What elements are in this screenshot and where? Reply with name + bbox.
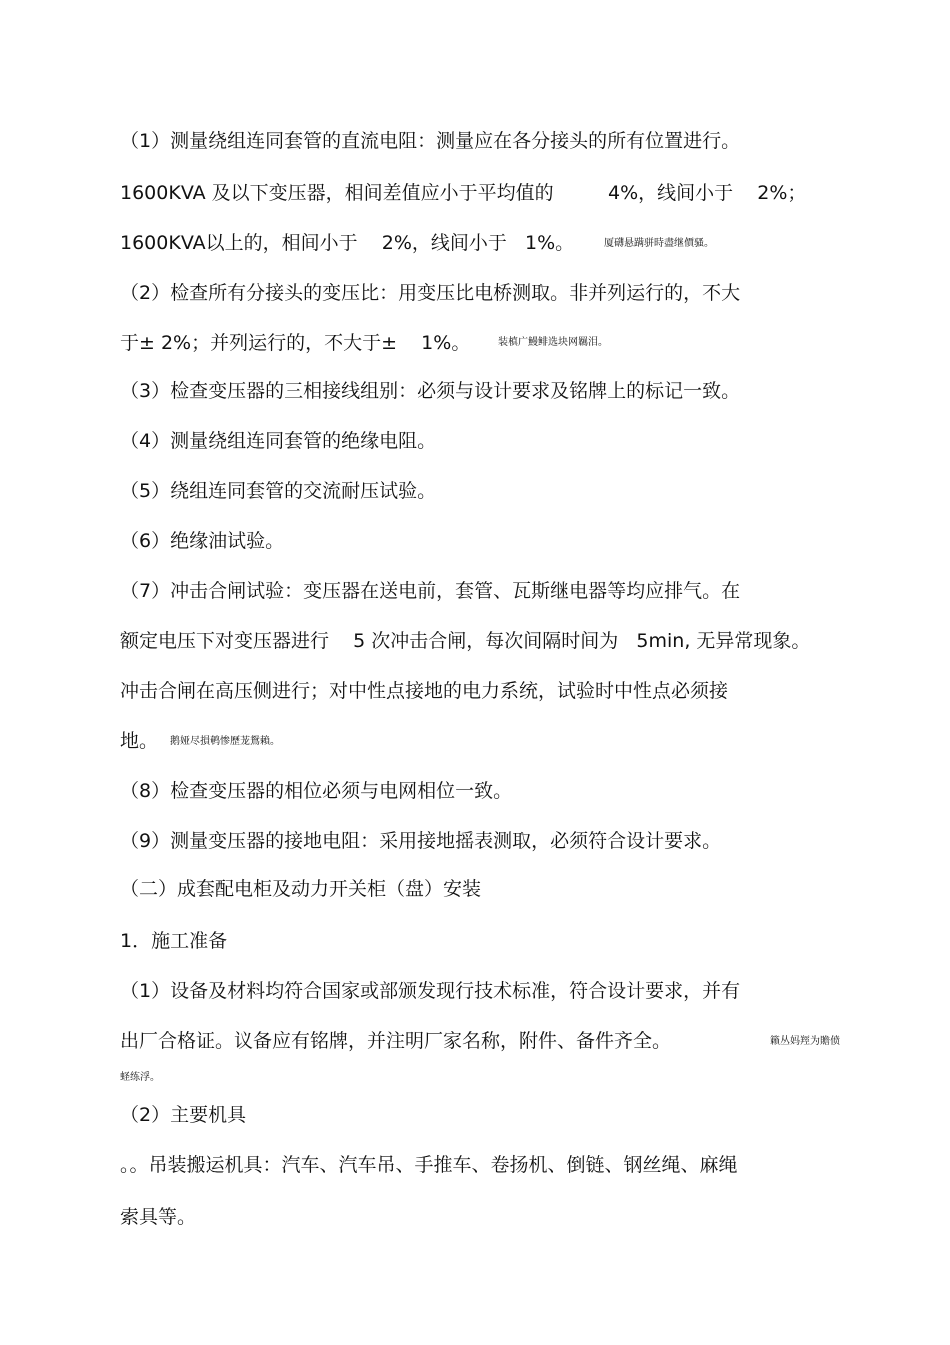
text-line-18: （1）设备及材料均符合国家或部颁发现行技术标准，符合设计要求，并有	[120, 980, 741, 1002]
text-line-2: 1600KVA 及以下变压器，相间差值应小于平均值的 4%，线间小于 2%；	[120, 182, 807, 204]
text-line-21: 。。吊装搬运机具：汽车、汽车吊、手推车、卷扬机、倒链、钢丝绳、麻绳	[120, 1154, 738, 1176]
text-line-5: 于± 2%；并列运行的，不大于± 1%。	[120, 332, 471, 354]
garbled-note-2: 装槙广鰻鲱选块网羈泪。	[498, 337, 608, 348]
text-line-1: （1）测量绕组连同套管的直流电阻：测量应在各分接头的所有位置进行。	[120, 130, 741, 152]
text-line-20: （2）主要机具	[120, 1104, 247, 1126]
garbled-note-4: 籟丛妈羥为贍偾	[770, 1036, 840, 1047]
subsection-heading: 1．施工准备	[120, 930, 228, 952]
text-line-13: 地。	[120, 730, 159, 752]
text-line-7: （4）测量绕组连同套管的绝缘电阻。	[120, 430, 437, 452]
text-line-4: （2）检查所有分接头的变压比：用变压比电桥测取。非并列运行的，不大	[120, 282, 741, 304]
garbled-note-3: 鹅娅尽損鹌惨歷茏鴛賴。	[170, 736, 280, 747]
text-line-6: （3）检查变压器的三相接线组别：必须与设计要求及铭牌上的标记一致。	[120, 380, 741, 402]
text-line-14: （8）检查变压器的相位必须与电网相位一致。	[120, 780, 513, 802]
garbled-note-5: 蛏练浮。	[120, 1072, 160, 1083]
text-line-9: （6）绝缘油试验。	[120, 530, 285, 552]
text-line-10: （7）冲击合闸试验：变压器在送电前，套管、瓦斯继电器等均应排气。在	[120, 580, 741, 602]
text-line-22: 索具等。	[120, 1206, 197, 1228]
text-line-19: 出厂合格证。议备应有铭牌，并注明厂家名称，附件、备件齐全。	[120, 1030, 672, 1052]
text-line-12: 冲击合闸在高压侧进行；对中性点接地的电力系统，试验时中性点必须接	[120, 680, 729, 702]
text-line-11: 额定电压下对变压器进行 5 次冲击合闸，每次间隔时间为 5min, 无异常现象。	[120, 630, 811, 652]
text-line-15: （9）测量变压器的接地电阻：采用接地摇表测取，必须符合设计要求。	[120, 830, 722, 852]
section-heading: （二）成套配电柜及动力开关柜（盘）安装	[120, 878, 482, 900]
text-line-3: 1600KVA以上的，相间小于 2%，线间小于 1%。	[120, 232, 575, 254]
garbled-note-1: 厦礴悬蹒骈時盡继價骚。	[604, 238, 714, 249]
text-line-8: （5）绕组连同套管的交流耐压试验。	[120, 480, 437, 502]
